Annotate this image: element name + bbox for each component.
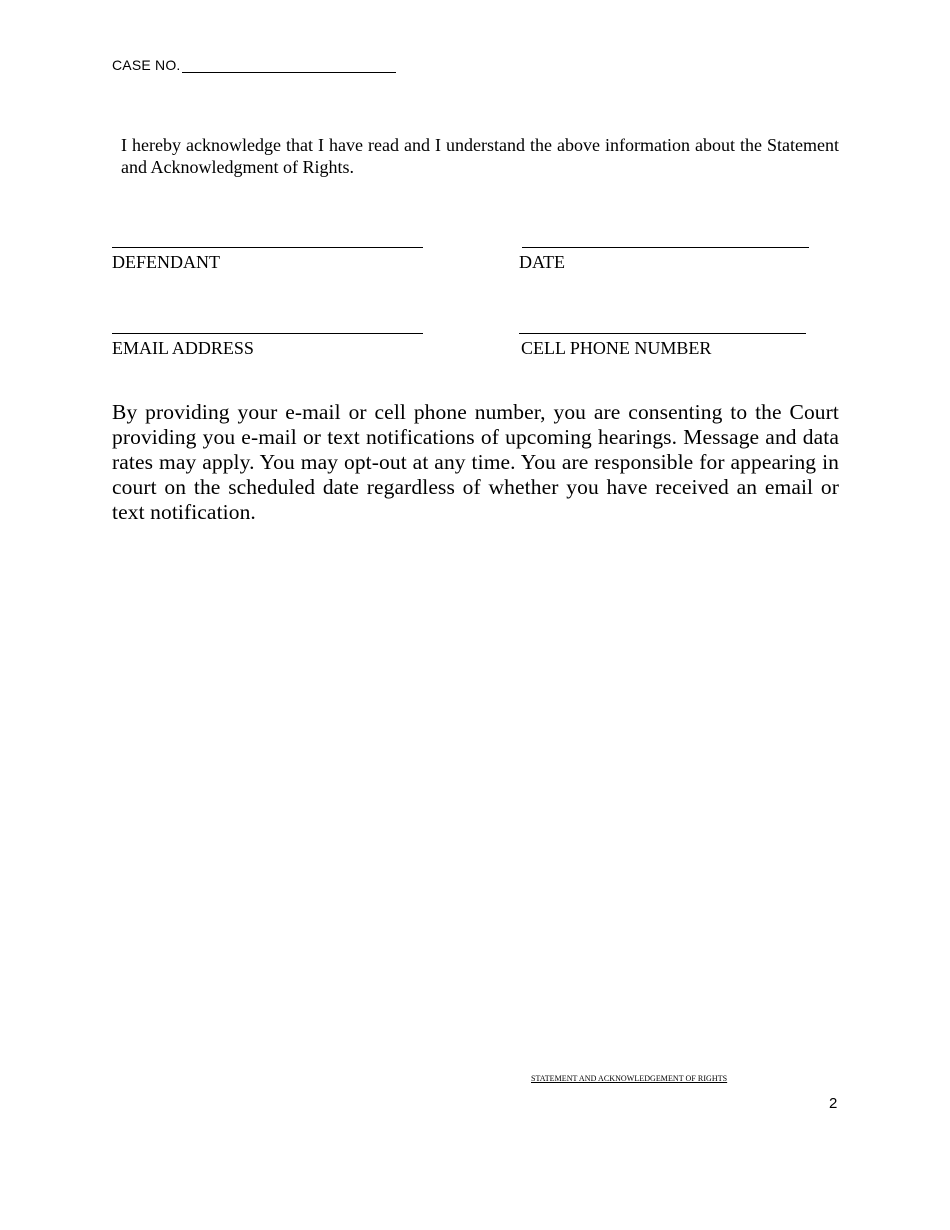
date-label: DATE <box>519 252 565 272</box>
defendant-label: DEFENDANT <box>112 252 220 272</box>
cell-phone-label: CELL PHONE NUMBER <box>521 338 712 358</box>
case-number-label: CASE NO. <box>112 57 181 73</box>
date-signature-line[interactable] <box>522 247 809 248</box>
footer-form-title: STATEMENT AND ACKNOWLEDGEMENT OF RIGHTS <box>531 1074 728 1083</box>
consent-notice: By providing your e-mail or cell phone number, you are consenting to the Court providing you e-mail or text notifications of upcoming hearings. Message and data rates may apply. You may opt-out at any time. You are responsible for appearing in court on the scheduled date regardless of whether you have received an email or text notification. <box>112 400 839 524</box>
email-address-label: EMAIL ADDRESS <box>112 338 254 358</box>
defendant-signature-line[interactable] <box>112 247 423 248</box>
cell-phone-line[interactable] <box>519 333 806 334</box>
page-number: 2 <box>829 1095 838 1112</box>
email-address-line[interactable] <box>112 333 423 334</box>
case-number-field <box>112 57 396 73</box>
acknowledgment-statement: I hereby acknowledge that I have read and I understand the above information about the Statement and Acknowledgment of Rights. <box>121 135 839 177</box>
case-number-blank-line[interactable] <box>182 57 396 73</box>
